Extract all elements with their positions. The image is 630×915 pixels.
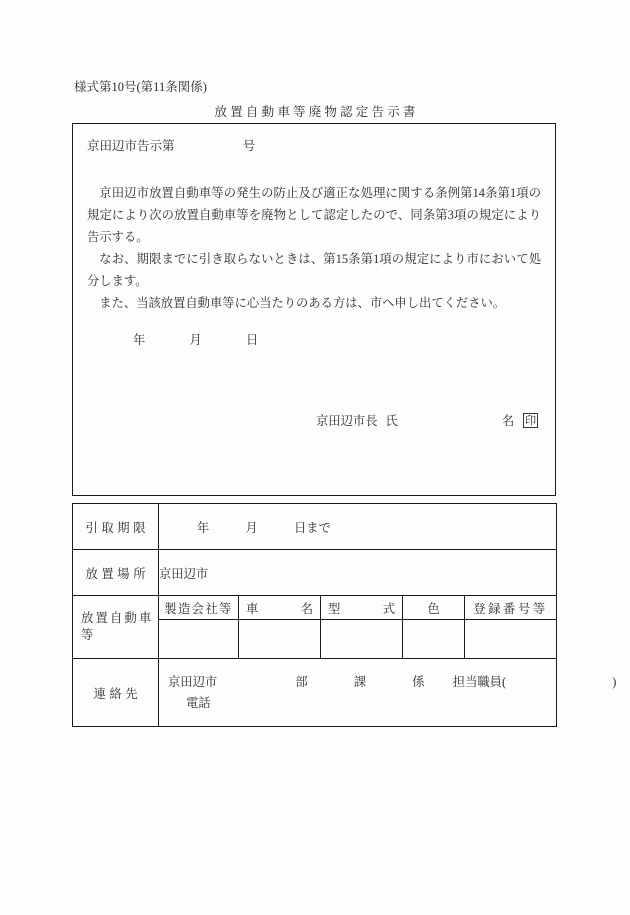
contact-address-line [159,672,617,693]
table-row [73,596,557,620]
contact-phone-label: 電話 [186,695,211,710]
deadline-month-label: 月 [245,520,258,535]
contact-division: 部 [295,674,308,689]
contact-value-cell [159,659,617,727]
deadline-label: 引取期限 [73,504,159,550]
date-month-label: 月 [189,333,202,347]
contact-label: 連絡先 [73,659,159,727]
table-row [73,550,557,596]
notice-box [72,123,556,496]
kokuji-number-line [87,136,255,154]
signature-office: 京田辺市長 [316,414,378,428]
kokuji-suffix: 号 [242,139,256,153]
notice-inner [73,124,555,495]
notice-date-line [133,330,258,348]
signature-line [316,411,538,429]
seal-icon: 印 [525,414,537,427]
notice-body [87,182,541,314]
vehicle-col-color: 色 [403,596,465,620]
vehicle-value-registration[interactable] [465,620,557,659]
vehicle-value-maker[interactable] [159,620,239,659]
contact-city: 京田辺市 [168,674,218,689]
form-number: 様式第10号(第11条関係) [74,80,207,94]
page-title: 放置自動車等廃物認定告示書 [214,105,419,119]
vehicle-col-model: 型 式 [321,596,403,620]
location-label: 放置場所 [73,550,159,596]
deadline-value [159,518,556,536]
date-day-label: 日 [245,333,259,347]
notice-paragraph-1: 京田辺市放置自動車等の発生の防止及び適正な処理に関する条例第14条第1項の規定により次の放置自動車等を廃物として認定したので、同条第3項の規定により告示する。 [87,186,541,244]
vehicle-col-car-name: 車 名 [239,596,321,620]
vehicle-col-maker: 製造会社等 [159,596,239,620]
vehicle-col-registration: 登録番号等 [465,596,557,620]
vehicle-value-model[interactable] [321,620,403,659]
contact-staff-label: 担当職員( [452,674,507,689]
kokuji-label: 京田辺市告示第 [87,139,175,153]
vehicle-label: 放置自動車等 [73,596,159,659]
vehicle-value-color[interactable] [403,620,465,659]
deadline-year-label: 年 [197,520,210,535]
table-row [73,659,557,727]
table-row [73,504,557,550]
signature-surname-label: 氏 [385,414,398,428]
signature-given-label: 名 [501,414,515,428]
location-value: 京田辺市 [159,550,557,596]
contact-subsection: 係 [412,674,425,689]
contact-phone-line [159,693,556,714]
contact-section: 課 [353,674,367,689]
date-year-label: 年 [133,333,146,347]
deadline-value-cell [159,504,557,550]
deadline-day-label: 日まで [293,520,331,535]
notice-paragraph-2: なお、期限までに引き取らないときは、第15条第1項の規定により市において処分します。 [87,252,541,288]
vehicle-value-car-name[interactable] [239,620,321,659]
notice-paragraph-3: また、当該放置自動車等に心当たりのある方は、市へ申し出てください。 [99,296,506,310]
contact-staff-close: ) [612,674,617,689]
details-table [72,503,617,727]
